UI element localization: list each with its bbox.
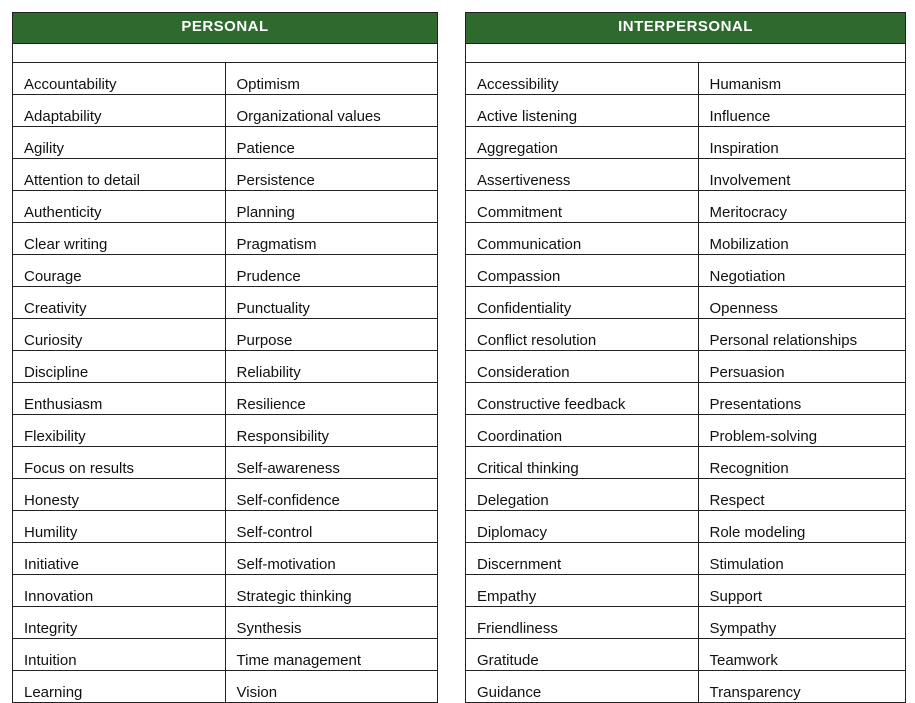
skill-cell: Accountability xyxy=(24,76,117,93)
skill-cell: Sympathy xyxy=(698,607,905,639)
table-row xyxy=(466,351,905,383)
skill-cell: Coordination xyxy=(466,415,698,447)
skill-cell: Clear writing xyxy=(13,223,225,255)
table-row xyxy=(13,543,437,575)
skill-cell: Friendliness xyxy=(466,607,698,639)
skill-cell: Guidance xyxy=(466,671,698,703)
table-row xyxy=(466,415,905,447)
interpersonal-skills-table xyxy=(466,63,905,702)
skill-cell: Curiosity xyxy=(13,319,225,351)
table-row xyxy=(13,127,437,159)
skill-cell: Diplomacy xyxy=(466,511,698,543)
skill-cell: Time management xyxy=(225,639,437,671)
table-row xyxy=(466,511,905,543)
personal-header-spacer xyxy=(13,44,437,63)
skill-cell: Confidentiality xyxy=(466,287,698,319)
skill-cell: Humility xyxy=(13,511,225,543)
skill-cell: Enthusiasm xyxy=(13,383,225,415)
table-row xyxy=(466,127,905,159)
skill-cell: Resilience xyxy=(225,383,437,415)
personal-header: PERSONAL xyxy=(13,13,437,44)
skill-cell: Self-confidence xyxy=(225,479,437,511)
table-row xyxy=(466,575,905,607)
table-row xyxy=(13,415,437,447)
skill-cell: Influence xyxy=(698,95,905,127)
table-row xyxy=(13,607,437,639)
skill-cell: Persistence xyxy=(225,159,437,191)
skill-cell: Stimulation xyxy=(698,543,905,575)
skill-cell: Optimism xyxy=(225,63,437,95)
skill-cell: Recognition xyxy=(698,447,905,479)
skill-cell: Focus on results xyxy=(13,447,225,479)
skill-cell: Aggregation xyxy=(466,127,698,159)
skill-cell: Inspiration xyxy=(698,127,905,159)
skill-cell: Critical thinking xyxy=(466,447,698,479)
skill-cell: Meritocracy xyxy=(698,191,905,223)
table-row xyxy=(13,319,437,351)
skill-cell: Initiative xyxy=(13,543,225,575)
skill-cell: Empathy xyxy=(466,575,698,607)
skill-cell: Innovation xyxy=(13,575,225,607)
skill-cell: Synthesis xyxy=(225,607,437,639)
skill-cell: Problem-solving xyxy=(698,415,905,447)
table-row xyxy=(13,255,437,287)
table-row xyxy=(466,479,905,511)
table-row xyxy=(13,671,437,703)
skill-cell: Role modeling xyxy=(698,511,905,543)
table-row xyxy=(466,383,905,415)
skill-cell: Intuition xyxy=(13,639,225,671)
skill-cell: Commitment xyxy=(466,191,698,223)
skill-cell: Support xyxy=(698,575,905,607)
skill-cell: Creativity xyxy=(13,287,225,319)
table-row xyxy=(466,287,905,319)
skill-cell: Mobilization xyxy=(698,223,905,255)
skill-cell: Respect xyxy=(698,479,905,511)
skill-cell: Responsibility xyxy=(225,415,437,447)
table-row xyxy=(13,223,437,255)
skill-cell: Reliability xyxy=(225,351,437,383)
personal-skills-panel xyxy=(12,12,438,703)
table-row xyxy=(13,191,437,223)
skill-cell: Prudence xyxy=(225,255,437,287)
skill-cell: Assertiveness xyxy=(466,159,698,191)
skill-cell: Consideration xyxy=(466,351,698,383)
skill-cell: Adaptability xyxy=(13,95,225,127)
table-row xyxy=(466,607,905,639)
skill-cell: Attention to detail xyxy=(13,159,225,191)
table-row xyxy=(466,95,905,127)
table-row xyxy=(466,543,905,575)
interpersonal-header: INTERPERSONAL xyxy=(466,13,905,44)
skill-cell: Personal relationships xyxy=(698,319,905,351)
table-row xyxy=(13,511,437,543)
skill-cell: Punctuality xyxy=(225,287,437,319)
skill-cell: Openness xyxy=(698,287,905,319)
table-row xyxy=(13,63,437,95)
table-row xyxy=(466,191,905,223)
table-row xyxy=(466,671,905,703)
table-row xyxy=(13,287,437,319)
interpersonal-header-spacer xyxy=(466,44,905,63)
skill-cell: Self-awareness xyxy=(225,447,437,479)
skill-cell: Flexibility xyxy=(13,415,225,447)
skill-cell: Involvement xyxy=(698,159,905,191)
table-row xyxy=(466,319,905,351)
table-row xyxy=(13,575,437,607)
skill-cell: Organizational values xyxy=(225,95,437,127)
skill-cell: Delegation xyxy=(466,479,698,511)
skill-cell: Discipline xyxy=(13,351,225,383)
skill-cell: Humanism xyxy=(698,63,905,95)
skill-cell: Gratitude xyxy=(466,639,698,671)
skill-cell: Teamwork xyxy=(698,639,905,671)
skill-cell: Patience xyxy=(225,127,437,159)
table-row xyxy=(466,447,905,479)
skill-cell: Discernment xyxy=(466,543,698,575)
skill-cell: Authenticity xyxy=(13,191,225,223)
skill-cell: Persuasion xyxy=(698,351,905,383)
skill-cell: Active listening xyxy=(466,95,698,127)
skill-cell: Compassion xyxy=(466,255,698,287)
skill-cell: Strategic thinking xyxy=(225,575,437,607)
skill-cell: Communication xyxy=(466,223,698,255)
skill-cell: Purpose xyxy=(225,319,437,351)
personal-skills-table xyxy=(13,63,437,702)
table-row xyxy=(13,383,437,415)
skill-cell: Self-control xyxy=(225,511,437,543)
skill-cell: Conflict resolution xyxy=(466,319,698,351)
interpersonal-skills-panel xyxy=(465,12,906,703)
table-row xyxy=(13,639,437,671)
skill-cell: Learning xyxy=(13,671,225,703)
table-row xyxy=(13,159,437,191)
table-row xyxy=(13,447,437,479)
skill-cell: Agility xyxy=(13,127,225,159)
skill-cell: Integrity xyxy=(13,607,225,639)
skill-cell: Self-motivation xyxy=(225,543,437,575)
table-row xyxy=(466,255,905,287)
skill-cell: Honesty xyxy=(13,479,225,511)
table-row xyxy=(466,639,905,671)
table-row xyxy=(466,159,905,191)
table-row xyxy=(466,63,905,95)
table-row xyxy=(466,223,905,255)
skill-cell: Negotiation xyxy=(698,255,905,287)
skill-cell: Presentations xyxy=(698,383,905,415)
table-row xyxy=(13,95,437,127)
table-row xyxy=(13,351,437,383)
skill-cell: Transparency xyxy=(698,671,905,703)
skill-cell: Vision xyxy=(225,671,437,703)
skill-cell: Pragmatism xyxy=(225,223,437,255)
skill-cell: Accessibility xyxy=(477,76,559,93)
skill-cell: Courage xyxy=(13,255,225,287)
table-row xyxy=(13,479,437,511)
skill-cell: Constructive feedback xyxy=(466,383,698,415)
skill-cell: Planning xyxy=(225,191,437,223)
